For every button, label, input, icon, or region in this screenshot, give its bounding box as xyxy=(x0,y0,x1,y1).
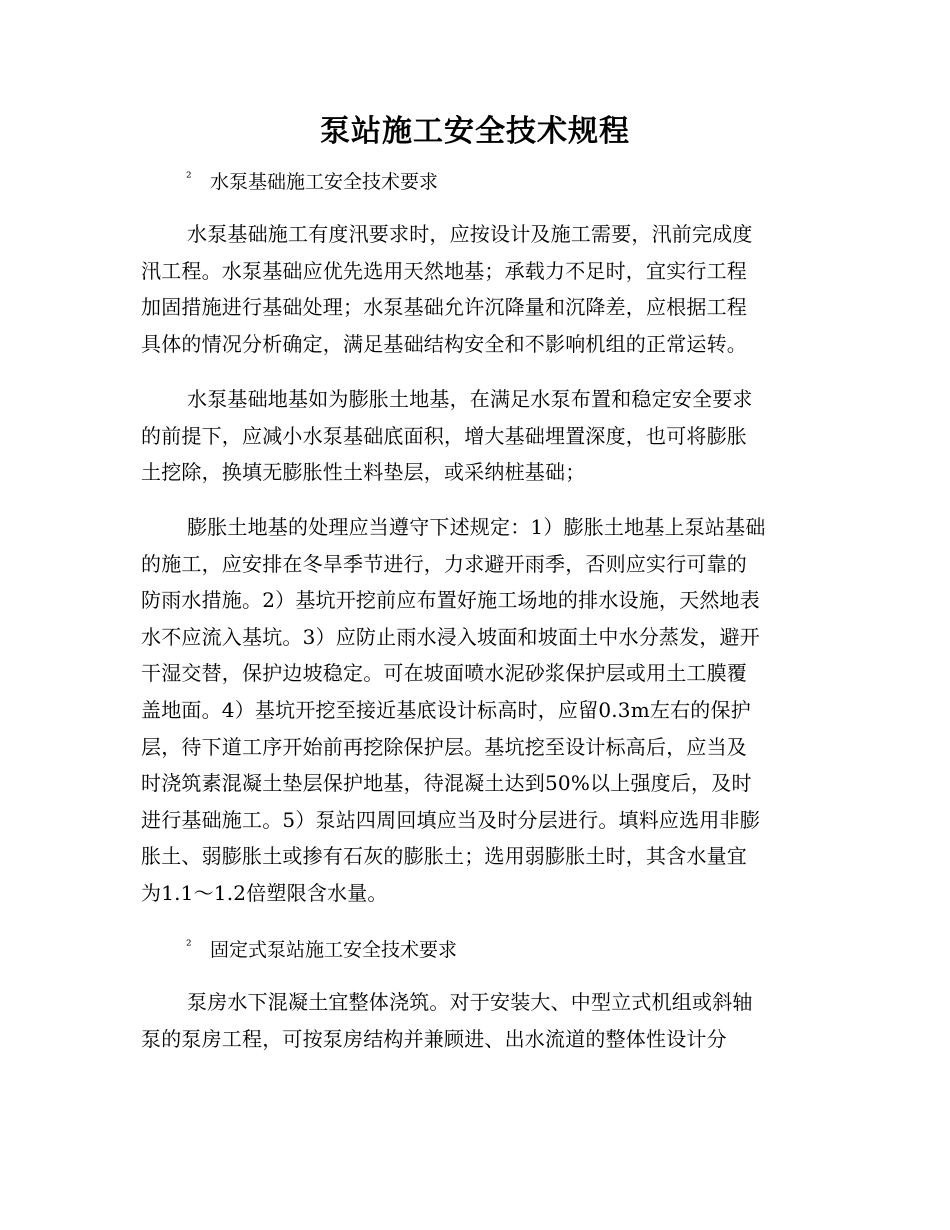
paragraph-line: 的前提下，应减小水泵基础底面积，增大基础埋置深度，也可将膨胀 xyxy=(141,423,747,448)
section-heading-text: 固定式泵站施工安全技术要求 xyxy=(210,939,458,961)
page-title: 泵站施工安全技术规程 xyxy=(320,114,630,149)
paragraph-line: 盖地面。4）基坑开挖至接近基底设计标高时，应留0.3m左右的保护 xyxy=(141,697,751,722)
section-heading-text: 水泵基础施工安全技术要求 xyxy=(210,171,439,193)
paragraph-line: 进行基础施工。5）泵站四周回填应当及时分层进行。填料应选用非膨 xyxy=(141,807,760,832)
paragraph-line: 具体的情况分析确定，满足基础结构安全和不影响机组的正常运转。 xyxy=(141,331,747,356)
bullet-icon: ² xyxy=(186,170,192,186)
paragraph-line: 干湿交替，保护边坡稳定。可在坡面喷水泥砂浆保护层或用土工膜覆 xyxy=(141,661,747,686)
paragraph xyxy=(141,984,811,1057)
paragraph-line: 汛工程。水泵基础应优先选用天然地基；承载力不足时，宜实行工程 xyxy=(141,258,747,283)
paragraph-line: 的施工，应安排在冬旱季节进行，力求避开雨季，否则应实行可靠的 xyxy=(141,551,747,576)
paragraph xyxy=(141,509,811,912)
paragraph-line: 土挖除，换填无膨胀性土料垫层，或采纳桩基础； xyxy=(141,460,586,485)
paragraph xyxy=(141,216,811,362)
paragraph-line: 水不应流入基坑。3）应防止雨水浸入坡面和坡面土中水分蒸发，避开 xyxy=(141,624,760,649)
bullet-icon: ² xyxy=(186,938,192,954)
paragraph-line: 泵房水下混凝土宜整体浇筑。对于安装大、中型立式机组或斜轴 xyxy=(187,990,753,1014)
paragraph-line: 层，待下道工序开始前再挖除保护层。基坑挖至设计标高后，应当及 xyxy=(141,734,747,759)
paragraph-line: 水泵基础施工有度汛要求时，应按设计及施工需要，汛前完成度 xyxy=(187,222,753,246)
paragraph-line: 胀土、弱膨胀土或掺有石灰的膨胀土；选用弱膨胀土时，其含水量宜 xyxy=(141,844,747,869)
paragraph-line: 水泵基础地基如为膨胀土地基，在满足水泵布置和稳定安全要求 xyxy=(187,387,753,411)
paragraph-line: 加固措施进行基础处理；水泵基础允许沉降量和沉降差，应根据工程 xyxy=(141,295,747,320)
paragraph-line: 防雨水措施。2）基坑开挖前应布置好施工场地的排水设施，天然地表 xyxy=(141,588,760,613)
paragraph-line: 泵的泵房工程，可按泵房结构并兼顾进、出水流道的整体性设计分 xyxy=(141,1026,727,1051)
paragraph xyxy=(141,381,811,491)
section-heading xyxy=(186,164,438,200)
paragraph-line: 为1.1～1.2倍塑限含水量。 xyxy=(141,880,388,905)
paragraph-line: 膨胀土地基的处理应当遵守下述规定：1）膨胀土地基上泵站基础 xyxy=(187,515,766,539)
paragraph-line: 时浇筑素混凝土垫层保护地基，待混凝土达到50%以上强度后，及时 xyxy=(141,771,752,796)
section-heading xyxy=(186,932,457,968)
